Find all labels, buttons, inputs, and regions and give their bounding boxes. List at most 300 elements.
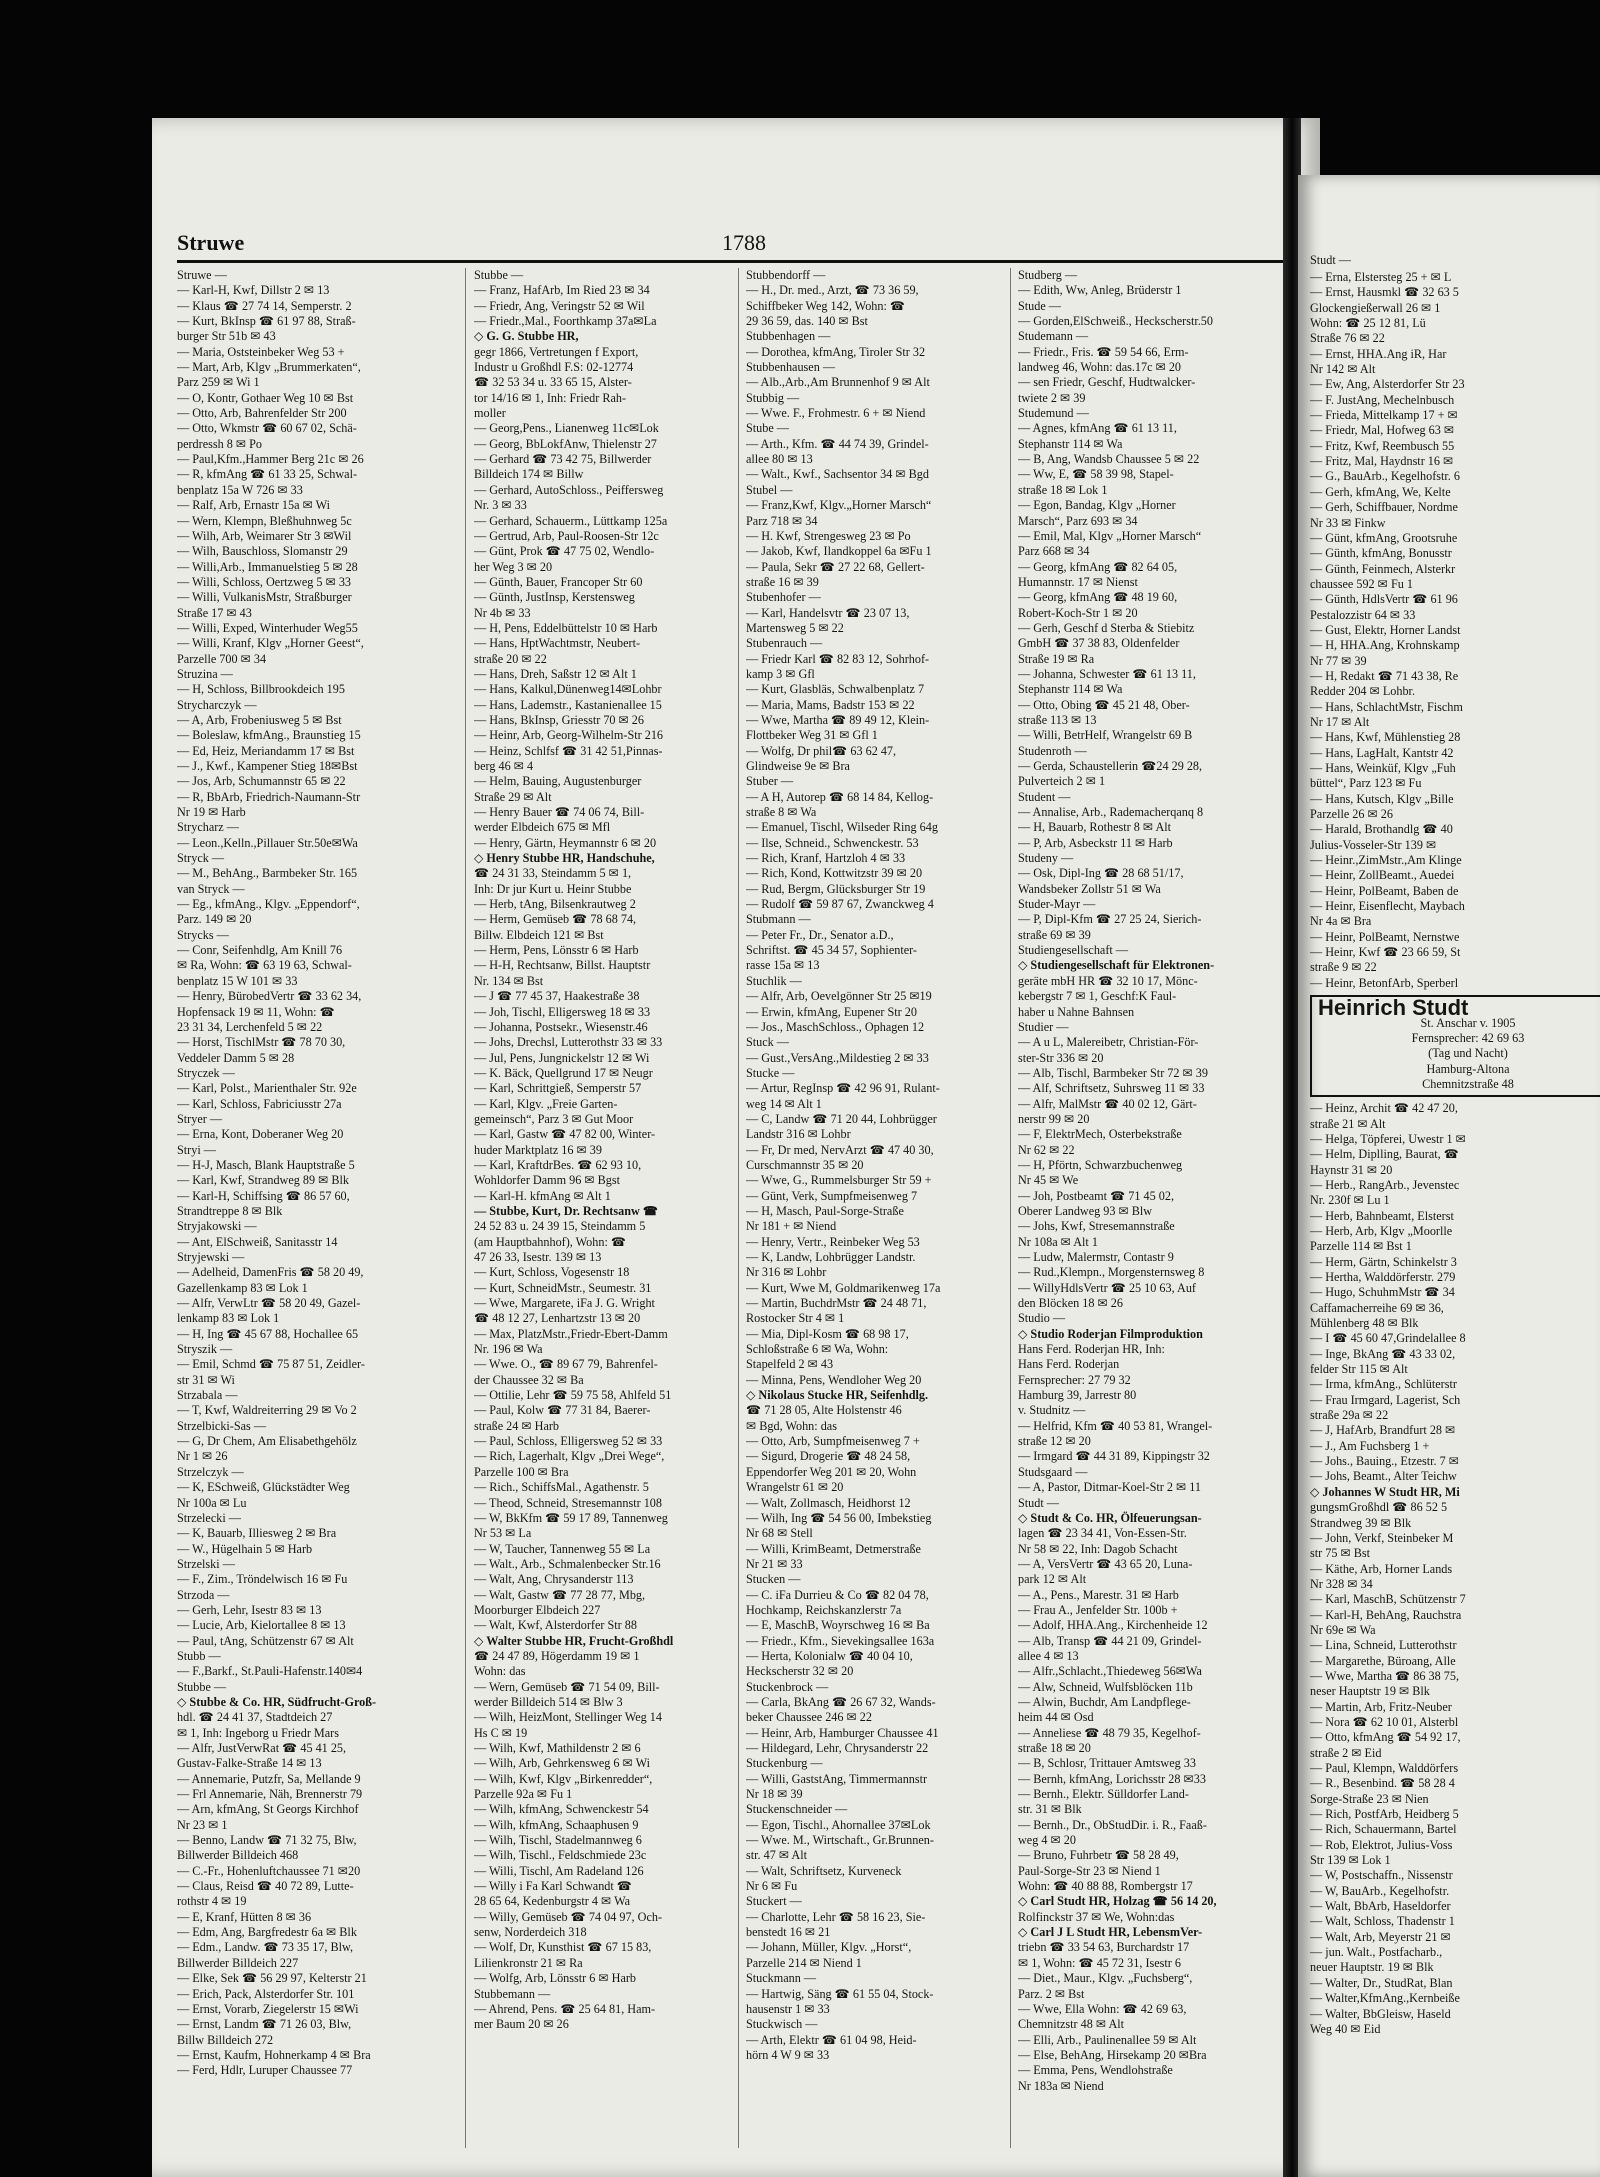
directory-entry: — W., Hügelhain 5 ✉ Harb xyxy=(177,1541,313,1556)
directory-entry: — Paul,Kfm.,Hammer Berg 21c ✉ 26 xyxy=(177,452,364,467)
directory-entry: — Minna, Pens, Wendloher Weg 20 xyxy=(746,1372,922,1387)
directory-entry: — Franz, HafArb, Im Ried 23 ✉ 34 xyxy=(474,283,650,298)
directory-entry: — R, kfmAng ☎ 61 33 25, Schwal- xyxy=(177,467,358,482)
directory-entry: ◇ Carl J L Studt HR, LebensmVer- xyxy=(1018,1925,1203,1940)
surname-heading: Stubbendorff — xyxy=(746,268,826,282)
directory-entry: ☎ 32 53 34 u. 33 65 15, Alster- xyxy=(474,375,632,390)
advert-line: Fernsprecher: 42 69 63 xyxy=(1411,1030,1525,1045)
directory-entry: gungsmGroßhdl ☎ 86 52 5 xyxy=(1310,1500,1448,1515)
directory-entry: — Theod, Schneid, Stresemannstr 108 xyxy=(474,1495,662,1510)
directory-entry: — Wilh, Kwf, Mathildenstr 2 ✉ 6 xyxy=(474,1741,641,1755)
directory-entry: — Günt, kfmAng, Grootsruhe xyxy=(1310,530,1458,545)
directory-entry: berg 46 ✉ 4 xyxy=(474,759,534,773)
surname-heading: Stubmann — xyxy=(746,912,811,927)
directory-entry: hdl. ☎ 24 41 37, Stadtdeich 27 xyxy=(177,1710,333,1725)
right-page-header: Studt — xyxy=(1310,253,1351,267)
directory-entry: — Otto, Arb, Bahrenfelder Str 200 xyxy=(177,406,347,421)
directory-entry: — Leon.,Kelln.,Pillauer Str.50e✉Wa xyxy=(177,835,358,850)
directory-entry: — Willy i Fa Karl Schwandt ☎ xyxy=(474,1879,632,1894)
directory-entry: burger Str 51b ✉ 43 xyxy=(177,329,276,344)
directory-entry: — Kurt, Glasbläs, Schwalbenplatz 7 xyxy=(746,682,925,697)
directory-entry: — K, Landw, Lohbrügger Landstr. xyxy=(746,1250,916,1264)
surname-heading: Stryczek — xyxy=(177,1065,235,1080)
surname-heading: Stucke — xyxy=(746,1065,795,1080)
directory-entry: — Wilh, Ing ☎ 54 56 00, Imbekstieg xyxy=(746,1510,932,1525)
directory-entry: Mühlenberg 48 ✉ Blk xyxy=(1310,1316,1419,1331)
directory-entry: — Karl, Kwf, Strandweg 89 ✉ Blk xyxy=(177,1173,350,1188)
surname-heading: Strzelbicki-Sas — xyxy=(177,1418,267,1433)
directory-entry: — Heinr, PolBeamt, Nernstwe xyxy=(1310,929,1460,944)
directory-entry: — Hans, SchlachtMstr, Fischm xyxy=(1310,699,1463,714)
directory-entry: — C, Landw ☎ 71 20 44, Lohbrügger xyxy=(746,1111,937,1126)
directory-entry: — Lucie, Arb, Kielortallee 8 ✉ 13 xyxy=(177,1618,346,1633)
directory-entry: — Kurt, BkInsp ☎ 61 97 88, Straß- xyxy=(177,314,356,329)
directory-entry: chaussee 592 ✉ Fu 1 xyxy=(1310,576,1413,591)
directory-entry: — Friedr, Mal, Hofweg 63 ✉ xyxy=(1310,423,1455,438)
directory-entry: — Ludw, Malermstr, Contastr 9 xyxy=(1018,1250,1174,1264)
directory-entry: Billwerder Billdeich 468 xyxy=(177,1848,299,1863)
directory-entry: — Johs, Beamt., Alter Teichw xyxy=(1310,1469,1457,1484)
directory-entry: — Edith, Ww, Anleg, Brüderstr 1 xyxy=(1018,283,1182,298)
directory-entry: — Rich, PostfArb, Heidberg 5 xyxy=(1310,1807,1459,1822)
directory-entry: benplatz 15 W 101 ✉ 33 xyxy=(177,973,298,988)
directory-entry: — A, Pastor, Ditmar-Koel-Str 2 ✉ 11 xyxy=(1018,1480,1202,1495)
directory-entry: — Edm, Ang, Bargfredestr 6a ✉ Blk xyxy=(177,1925,357,1940)
directory-entry: — Ottilie, Lehr ☎ 59 75 58, Ahlfeld 51 xyxy=(474,1388,672,1403)
directory-entry: — Otto, Obing ☎ 45 21 48, Ober- xyxy=(1018,697,1190,712)
directory-entry: — Bernh., Dr., ObStudDir. i. R., Faaß- xyxy=(1018,1817,1207,1832)
surname-heading: Strycharz — xyxy=(177,820,239,835)
directory-entry: — I ☎ 45 60 47,Grindelallee 8 xyxy=(1310,1331,1466,1346)
directory-entry: lagen ☎ 23 34 41, Von-Essen-Str. xyxy=(1018,1526,1187,1541)
directory-entry: — Willi, Tischl, Am Radeland 126 xyxy=(474,1863,644,1878)
surname-heading: Stucken — xyxy=(746,1572,801,1587)
directory-entry: — Alb, Transp ☎ 44 21 09, Grindel- xyxy=(1018,1633,1202,1648)
column-divider xyxy=(738,268,739,2148)
directory-entry: — Wilh, Bauschloss, Slomanstr 29 xyxy=(177,544,348,559)
directory-entry: — Johs, Kwf, Stresemannstraße xyxy=(1018,1219,1175,1234)
directory-entry: — Fritz, Kwf, Reembusch 55 xyxy=(1310,438,1455,453)
directory-entry: — Walt, Schriftsetz, Kurveneck xyxy=(746,1863,902,1878)
surname-heading: Studemund — xyxy=(1018,406,1089,421)
surname-heading: Stryck — xyxy=(177,851,225,866)
directory-entry: — Harald, Brothandlg ☎ 40 xyxy=(1310,822,1453,837)
surname-heading: Stryjakowski — xyxy=(177,1219,257,1234)
directory-entry: — G, Dr Chem, Am Elisabethgehölz xyxy=(177,1434,357,1449)
directory-entry: — Willi, Kranf, Klgv „Horner Geest“, xyxy=(177,636,364,651)
directory-entry: Straße 76 ✉ 22 xyxy=(1310,331,1385,346)
directory-entry: — Emil, Schmd ☎ 75 87 51, Zeidler- xyxy=(177,1357,365,1372)
directory-entry: — Hans, Kalkul,Dünenweg14✉Lohbr xyxy=(474,682,662,697)
directory-entry: — Hans, Weinküf, Klgv „Fuh xyxy=(1310,761,1456,775)
directory-entry: — R., Besenbind. ☎ 58 28 4 xyxy=(1310,1776,1455,1791)
directory-entry: — H, Pens, Eddelbüttelstr 10 ✉ Harb xyxy=(474,620,658,635)
directory-entry: ◇ G. G. Stubbe HR, xyxy=(474,329,579,344)
directory-entry: Schriftst. ☎ 45 34 57, Sophienter- xyxy=(746,943,917,958)
directory-entry: — Johs, Drechsl, Lutterothstr 33 ✉ 33 xyxy=(474,1035,663,1050)
directory-entry: str 75 ✉ Bst xyxy=(1310,1546,1370,1561)
directory-entry: — W, Postschaffn., Nissenstr xyxy=(1310,1868,1453,1883)
directory-entry: Nr 1 ✉ 26 xyxy=(177,1449,228,1464)
directory-entry: — Adelheid, DamenFris ☎ 58 20 49, xyxy=(177,1265,364,1280)
directory-entry: — Fritz, Mal, Haydnstr 16 ✉ xyxy=(1310,454,1454,469)
directory-entry: — Herm, Gärtn, Schinkelstr 3 xyxy=(1310,1254,1457,1269)
directory-entry: ◇ Nikolaus Stucke HR, Seifenhdlg. xyxy=(746,1388,929,1403)
directory-entry: — Hans, BkInsp, Griesstr 70 ✉ 26 xyxy=(474,712,644,727)
directory-entry: — E, Kranf, Hütten 8 ✉ 36 xyxy=(177,1909,312,1924)
directory-entry: — Gerhard ☎ 73 42 75, Billwerder xyxy=(474,452,652,467)
surname-heading: Student — xyxy=(1018,789,1071,804)
directory-entry: — Frl Annemarie, Näh, Brennerstr 79 xyxy=(177,1787,363,1802)
surname-heading: Studberg — xyxy=(1018,268,1078,282)
directory-entry: allee 80 ✉ 13 xyxy=(746,452,813,467)
directory-entry: — P, Arb, Asbeckstr 11 ✉ Harb xyxy=(1018,835,1173,850)
directory-entry: — Gerh, Geschf d Sterba & Stiebitz xyxy=(1018,620,1195,635)
directory-entry: — A, VersVertr ☎ 43 65 20, Luna- xyxy=(1018,1556,1193,1571)
directory-entry: — Wwe, G., Rummelsburger Str 59 + xyxy=(746,1173,932,1188)
surname-heading: Stuckenbrock — xyxy=(746,1679,829,1694)
directory-entry: — Wolf, Dr, Kunsthist ☎ 67 15 83, xyxy=(474,1940,652,1955)
directory-entry: twiete 2 ✉ 39 xyxy=(1018,390,1086,405)
directory-entry: — Frieda, Mittelkamp 17 + ✉ xyxy=(1310,408,1458,423)
directory-entry: — Herta, Kolonialw ☎ 40 04 10, xyxy=(746,1648,913,1663)
directory-entry: — Lina, Schneid, Lutterothstr xyxy=(1310,1638,1457,1653)
directory-entry: — Gerhard, AutoSchloss., Peiffersweg xyxy=(474,482,664,497)
directory-entry: Wandsbeker Zollstr 51 ✉ Wa xyxy=(1018,881,1161,896)
directory-entry: — Emil, Mal, Klgv „Horner Marsch“ xyxy=(1018,528,1202,543)
directory-entry: ✉ Ra, Wohn: ☎ 63 19 63, Schwal- xyxy=(177,958,352,973)
directory-entry: Weg 40 ✉ Eid xyxy=(1310,2021,1381,2036)
directory-entry: — Martin, BuchdrMstr ☎ 24 48 71, xyxy=(746,1296,927,1311)
directory-column-1 xyxy=(177,268,457,2148)
directory-entry: — Egon, Bandag, Klgv „Horner xyxy=(1018,498,1176,513)
directory-entry: — H, HHA.Ang, Krohnskamp xyxy=(1310,638,1460,653)
directory-entry: Nr. 3 ✉ 33 xyxy=(474,498,527,513)
directory-entry: ☎ 24 31 33, Steindamm 5 ✉ 1, xyxy=(474,866,632,881)
heinrich-studt-advert xyxy=(1310,995,1600,1097)
directory-entry: — Sigurd, Drogerie ☎ 48 24 58, xyxy=(746,1449,911,1464)
directory-entry: straße 12 ✉ 20 xyxy=(1018,1434,1091,1449)
directory-entry: — Friedr., Fris. ☎ 59 54 66, Erm- xyxy=(1018,344,1189,359)
directory-entry: — J., Kwf., Kampener Stieg 18✉Bst xyxy=(177,759,358,773)
right-directory-page xyxy=(1298,175,1600,2177)
directory-entry: — J., Am Fuchsberg 1 + xyxy=(1310,1438,1430,1453)
directory-entry: — A H, Autorep ☎ 68 14 84, Kellog- xyxy=(746,789,934,804)
directory-entry: — Claus, Reisd ☎ 40 72 89, Lutte- xyxy=(177,1879,354,1894)
directory-entry: Straße 29 ✉ Alt xyxy=(474,789,552,804)
directory-entry: Humannstr. 17 ✉ Nienst xyxy=(1018,574,1138,589)
directory-entry: — Hans, Dreh, Saßstr 12 ✉ Alt 1 xyxy=(474,666,637,681)
page-header xyxy=(177,230,1307,260)
directory-entry: — Walt, Gastw ☎ 77 28 77, Mbg, xyxy=(474,1587,646,1602)
directory-entry: Sorge-Straße 23 ✉ Nien xyxy=(1310,1791,1429,1806)
directory-entry: — Karl, Klgv. „Freie Garten- xyxy=(474,1096,618,1111)
directory-entry: — Fr, Dr med, NervArzt ☎ 47 40 30, xyxy=(746,1142,934,1157)
directory-entry: — Elke, Sek ☎ 56 29 97, Kelterstr 21 xyxy=(177,1971,367,1986)
directory-entry: Parzelle 92a ✉ Fu 1 xyxy=(474,1787,573,1802)
directory-entry: rasse 15a ✉ 13 xyxy=(746,958,820,973)
directory-entry: — Johanna, Postsekr., Wiesenstr.46 xyxy=(474,1019,648,1034)
right-entries-bottom xyxy=(1310,1101,1600,2037)
directory-entry: Gazellenkamp 83 ✉ Lok 1 xyxy=(177,1280,308,1295)
directory-entry: — Henry, Gärtn, Heymannstr 6 ✉ 20 xyxy=(474,835,657,850)
directory-entry: — Heinr, BetonfArb, Sperberl xyxy=(1310,975,1459,990)
surname-heading: Stuck — xyxy=(746,1035,789,1050)
directory-entry: — Georg,Pens., Lianenweg 11c✉Lok xyxy=(474,421,659,436)
directory-entry: — Otto, Arb, Sumpfmeisenweg 7 + xyxy=(746,1434,920,1449)
directory-entry: — Franz,Kwf, Klgv.„Horner Marsch“ xyxy=(746,498,932,513)
directory-entry: — Annemarie, Putzfr, Sa, Mellande 9 xyxy=(177,1771,361,1786)
directory-entry: — Gertrud, Arb, Paul-Roosen-Str 12c xyxy=(474,528,659,543)
surname-heading: Struzina — xyxy=(177,666,233,681)
directory-entry: — Günth, Bauer, Francoper Str 60 xyxy=(474,574,643,589)
directory-entry: — Karl-H, Kwf, Dillstr 2 ✉ 13 xyxy=(177,283,330,298)
surname-heading: Struwe — xyxy=(177,268,227,282)
directory-entry: gegr 1866, Vertretungen f Export, xyxy=(474,344,639,359)
directory-entry: ◇ Studio Roderjan Filmproduktion xyxy=(1018,1326,1203,1341)
directory-entry: — Rich., SchiffsMal., Agathenstr. 5 xyxy=(474,1480,649,1495)
directory-entry: kebergstr 7 ✉ 1, Geschf:K Faul- xyxy=(1018,989,1177,1004)
directory-entry: — T, Kwf, Waldreiterring 29 ✉ Vo 2 xyxy=(177,1403,357,1418)
directory-entry: — Käthe, Arb, Horner Lands xyxy=(1310,1561,1453,1576)
directory-entry: — Conr, Seifenhdlg, Am Knill 76 xyxy=(177,943,343,958)
directory-entry: — H, Redakt ☎ 71 43 38, Re xyxy=(1310,668,1459,683)
directory-entry: hausenstr 1 ✉ 33 xyxy=(746,2001,830,2016)
directory-entry: hörn 4 W 9 ✉ 33 xyxy=(746,2047,830,2062)
directory-entry: — Arn, kfmAng, St Georgs Kirchhof xyxy=(177,1802,359,1817)
directory-entry: — Gerhard, Schauerm., Lüttkamp 125a xyxy=(474,513,668,528)
directory-entry: Parz. 2 ✉ Bst xyxy=(1018,1986,1085,2001)
directory-entry: ◇ Johannes W Studt HR, Mi xyxy=(1310,1484,1460,1499)
directory-entry: — Walt., Kwf., Sachsentor 34 ✉ Bgd xyxy=(746,467,929,482)
directory-entry: felder Str 115 ✉ Alt xyxy=(1310,1362,1408,1377)
directory-entry: — Willy, Gemüseb ☎ 74 04 97, Och- xyxy=(474,1909,663,1924)
directory-entry: — Else, BehAng, Hirsekamp 20 ✉Bra xyxy=(1018,2047,1207,2062)
directory-entry: Nr. 230f ✉ Lu 1 xyxy=(1310,1193,1390,1208)
directory-entry: Curschmannstr 35 ✉ 20 xyxy=(746,1157,864,1172)
directory-entry: ster-Str 336 ✉ 20 xyxy=(1018,1050,1104,1065)
directory-entry: Nr 45 ✉ We xyxy=(1018,1173,1079,1188)
directory-entry: Parzelle 100 ✉ Bra xyxy=(474,1464,569,1479)
directory-entry: Parz 259 ✉ Wi 1 xyxy=(177,375,260,390)
directory-entry: Glockengießerwall 26 ✉ 1 xyxy=(1310,300,1441,315)
directory-entry: straße 113 ✉ 13 xyxy=(1018,712,1097,727)
directory-entry: — W, Taucher, Tannenweg 55 ✉ La xyxy=(474,1541,651,1556)
directory-entry: — Carla, BkAng ☎ 26 67 32, Wands- xyxy=(746,1694,936,1709)
surname-heading: Studer-Mayr — xyxy=(1018,897,1096,912)
directory-entry: heim 44 ✉ Osd xyxy=(1018,1710,1094,1725)
directory-entry: — Wilh, kfmAng, Schwenckestr 54 xyxy=(474,1802,649,1817)
directory-entry: — Rich, Schauermann, Bartel xyxy=(1310,1822,1457,1837)
directory-entry: — Karl, Polst., Marienthaler Str. 92e xyxy=(177,1081,357,1096)
surname-heading: Strzelczyk — xyxy=(177,1464,244,1479)
directory-entry: — Georg, kfmAng ☎ 82 64 05, xyxy=(1018,559,1178,574)
directory-entry: Parz 668 ✉ 34 xyxy=(1018,544,1090,559)
directory-entry: — Ant, ElSchweiß, Sanitasstr 14 xyxy=(177,1234,338,1249)
directory-entry: Heckscherstr 32 ✉ 20 xyxy=(746,1664,854,1679)
directory-entry: ◇ Carl Studt HR, Holzag ☎ 56 14 20, xyxy=(1018,1894,1217,1909)
directory-entry: straße 21 ✉ Alt xyxy=(1310,1116,1386,1131)
directory-entry: ◇ Studiengesellschaft für Elektronen- xyxy=(1018,958,1215,973)
directory-entry: Rostocker Str 4 ✉ 1 xyxy=(746,1311,845,1326)
directory-entry: — A., Pens., Marestr. 31 ✉ Harb xyxy=(1018,1587,1179,1602)
directory-entry: — Herb., RangArb., Jevenstec xyxy=(1310,1177,1460,1192)
directory-entry: mer Baum 20 ✉ 26 xyxy=(474,2017,569,2032)
directory-entry: Wohldorfer Damm 96 ✉ Bgst xyxy=(474,1173,620,1188)
directory-entry: haber u Nahne Bahnsen xyxy=(1018,1004,1135,1019)
directory-entry: Wohn: ☎ 40 88 88, Rombergstr 17 xyxy=(1018,1879,1193,1894)
directory-entry: — Karl-H. kfmAng ✉ Alt 1 xyxy=(474,1188,611,1203)
directory-entry: Nr 100a ✉ Lu xyxy=(177,1495,247,1510)
directory-entry: Parz. 149 ✉ 20 xyxy=(177,912,252,927)
directory-entry: — Jos., MaschSchloss., Ophagen 12 xyxy=(746,1019,925,1034)
directory-entry: Parzelle 26 ✉ 26 xyxy=(1310,807,1393,822)
surname-heading: Stuber — xyxy=(746,774,794,789)
directory-entry: — P, Dipl-Kfm ☎ 27 25 24, Sierich- xyxy=(1018,912,1202,927)
directory-entry: — Erich, Pack, Alsterdorfer Str. 101 xyxy=(177,1986,355,2001)
directory-entry: — Alfr, JustVerwRat ☎ 45 41 25, xyxy=(177,1741,347,1755)
advert-lines xyxy=(1318,1016,1600,1093)
directory-entry: — Paul, tAng, Schützenstr 67 ✉ Alt xyxy=(177,1633,354,1648)
surname-heading: Studio — xyxy=(1018,1311,1066,1326)
directory-entry: — Arth., Kfm. ☎ 44 74 39, Grindel- xyxy=(746,436,929,451)
directory-entry: — Helm, Diplling, Baurat, ☎ xyxy=(1310,1147,1459,1162)
directory-entry: — H, Ing ☎ 45 67 88, Hochallee 65 xyxy=(177,1326,359,1341)
directory-entry: — J ☎ 77 45 37, Haakestraße 38 xyxy=(474,989,640,1004)
directory-entry: — Heinz, Schlfsf ☎ 31 42 51,Pinnas- xyxy=(474,743,663,758)
directory-entry: triebn ☎ 33 54 63, Burchardstr 17 xyxy=(1018,1940,1190,1955)
directory-entry: — Elli, Arb., Paulinenallee 59 ✉ Alt xyxy=(1018,2032,1197,2047)
directory-entry: weg 4 ✉ 20 xyxy=(1018,1833,1076,1848)
directory-entry: — F. JustAng, Mechelnbusch xyxy=(1310,392,1455,407)
directory-entry: — Gerh, Schiffbauer, Nordme xyxy=(1310,500,1458,515)
advert-line: (Tag und Nacht) xyxy=(1428,1046,1508,1061)
directory-entry: Nr 69e ✉ Wa xyxy=(1310,1622,1376,1637)
directory-entry: Veddeler Damm 5 ✉ 28 xyxy=(177,1050,295,1065)
directory-entry: straße 29a ✉ 22 xyxy=(1310,1408,1389,1423)
directory-entry: tor 14/16 ✉ 1, Inh: Friedr Rah- xyxy=(474,390,627,405)
directory-entry: — C.-Fr., Hohenluftchaussee 71 ✉20 xyxy=(177,1863,361,1878)
directory-entry: moller xyxy=(474,406,506,421)
directory-column-5 xyxy=(1310,270,1600,2170)
directory-entry: — Alfr, Arb, Oevelgönner Str 25 ✉19 xyxy=(746,989,932,1004)
directory-entry: Nr 53 ✉ La xyxy=(474,1526,532,1541)
directory-entry: park 12 ✉ Alt xyxy=(1018,1572,1087,1587)
directory-entry: — Heinr, Arb, Georg-Wilhelm-Str 216 xyxy=(474,728,664,743)
directory-entry: — Irmgard ☎ 44 31 89, Kippingstr 32 xyxy=(1018,1449,1210,1464)
directory-entry: Nr 142 ✉ Alt xyxy=(1310,362,1376,377)
directory-entry: Chemnitzstr 48 ✉ Alt xyxy=(1018,2017,1125,2032)
directory-entry: — Ahrend, Pens. ☎ 25 64 81, Ham- xyxy=(474,2001,656,2016)
directory-entry: Nr 18 ✉ 39 xyxy=(746,1787,803,1802)
directory-entry: Stephanstr 114 ✉ Wa xyxy=(1018,682,1123,697)
directory-entry: — Erna, Kont, Doberaner Weg 20 xyxy=(177,1127,344,1142)
surname-heading: Stubbe — xyxy=(474,268,524,282)
directory-entry: Parzelle 700 ✉ 34 xyxy=(177,651,267,666)
directory-entry: — Arth, Elektr ☎ 61 04 98, Heid- xyxy=(746,2032,917,2047)
directory-entry: Nr 21 ✉ 33 xyxy=(746,1556,803,1571)
directory-entry: — Hildegard, Lehr, Chrysanderstr 22 xyxy=(746,1741,929,1755)
directory-entry: — Walter, BbGleisw, Haseld xyxy=(1310,2006,1451,2021)
directory-entry: — Ernst, Hausmkl ☎ 32 63 5 xyxy=(1310,285,1459,300)
directory-entry: — Kurt, SchneidMstr., Seumestr. 31 xyxy=(474,1280,652,1295)
directory-entry: — Hans, Kwf, Mühlenstieg 28 xyxy=(1310,730,1461,745)
directory-entry: — Hartwig, Säng ☎ 61 55 04, Stock- xyxy=(746,1986,934,2001)
directory-entry: Wohn: ☎ 25 12 81, Lü xyxy=(1310,316,1426,331)
directory-entry: — sen Friedr, Geschf, Hudtwalcker- xyxy=(1018,375,1196,390)
surname-heading: Strzelecki — xyxy=(177,1510,241,1525)
surname-heading: Studemann — xyxy=(1018,329,1089,344)
directory-entry: — Wern, Klempn, Bleßhuhnweg 5c xyxy=(177,513,352,528)
directory-entry: — jun. Walt., Postfacharb., xyxy=(1310,1945,1443,1960)
directory-entry: — Heinr, Arb, Hamburger Chaussee 41 xyxy=(746,1725,939,1740)
directory-entry: — Karl, Schloss, Fabriciusstr 27a xyxy=(177,1096,342,1111)
directory-entry: — Wilh, Tischl, Stadelmannweg 6 xyxy=(474,1833,642,1848)
column-divider xyxy=(1010,268,1011,2148)
directory-entry: — Irma, kfmAng., Schlüterstr xyxy=(1310,1377,1457,1392)
directory-entry: — Ww, E, ☎ 58 39 98, Stapel- xyxy=(1018,467,1174,482)
directory-entry: Nr 108a ✉ Alt 1 xyxy=(1018,1234,1098,1249)
directory-entry: Rolfinckstr 37 ✉ We, Wohn:das xyxy=(1018,1909,1175,1924)
directory-entry: — Wwe, Martha ☎ 86 38 75, xyxy=(1310,1668,1459,1683)
directory-entry: straße 20 ✉ 22 xyxy=(474,651,547,666)
directory-entry: Wrangelstr 61 ✉ 20 xyxy=(746,1480,844,1495)
directory-entry: Billw. Elbdeich 121 ✉ Bst xyxy=(474,927,604,942)
directory-entry: gemeinsch“, Parz 3 ✉ Gut Moor xyxy=(474,1111,634,1126)
directory-entry: geräte mbH HR ☎ 32 10 17, Mönc- xyxy=(1018,973,1198,988)
directory-entry: Lilienkronstr 21 ✉ Ra xyxy=(474,1955,583,1970)
directory-entry: — Frau Irmgard, Lagerist, Sch xyxy=(1310,1392,1461,1407)
surname-heading: Studsgaard — xyxy=(1018,1464,1088,1479)
directory-entry: — F., Zim., Tröndelwisch 16 ✉ Fu xyxy=(177,1572,348,1587)
directory-entry: der Chaussee 32 ✉ Ba xyxy=(474,1372,584,1387)
directory-entry: — Ernst, Vorarb, Ziegelerstr 15 ✉Wi xyxy=(177,2001,359,2016)
directory-entry: — Georg, BbLokfAnw, Thielenstr 27 xyxy=(474,436,657,451)
directory-entry: — Joh, Postbeamt ☎ 71 45 02, xyxy=(1018,1188,1175,1203)
directory-entry: — Edm., Landw. ☎ 73 35 17, Blw, xyxy=(177,1940,354,1955)
directory-entry: Strandtreppe 8 ✉ Blk xyxy=(177,1203,283,1218)
directory-entry: — H. Kwf, Strengesweg 23 ✉ Po xyxy=(746,528,911,543)
directory-entry: — Horst, TischlMstr ☎ 78 70 30, xyxy=(177,1035,346,1050)
directory-entry: — Heinr.,ZimMstr.,Am Klinge xyxy=(1310,853,1462,868)
directory-entry: — Wolfg, Arb, Lönsstr 6 ✉ Harb xyxy=(474,1971,637,1986)
directory-entry: — Hans, Kutsch, Klgv „Bille xyxy=(1310,791,1454,806)
directory-entry: Billw Billdeich 272 xyxy=(177,2032,274,2047)
directory-entry: Strandweg 39 ✉ Blk xyxy=(1310,1515,1412,1530)
directory-entry: Billwerder Billdeich 227 xyxy=(177,1955,299,1970)
directory-entry: — Henry, BürobedVertr ☎ 33 62 34, xyxy=(177,989,362,1004)
directory-entry: — Henry, Vertr., Reinbeker Weg 53 xyxy=(746,1234,920,1249)
directory-entry: — H, Bauarb, Rothestr 8 ✉ Alt xyxy=(1018,820,1172,835)
directory-entry: Stapelfeld 2 ✉ 43 xyxy=(746,1357,834,1372)
directory-entry: — Maria, Mams, Badstr 153 ✉ 22 xyxy=(746,697,915,712)
directory-entry: Schiffbeker Weg 142, Wohn: ☎ xyxy=(746,298,906,313)
surname-heading: Stryjewski — xyxy=(177,1250,245,1264)
directory-entry: — F, ElektrMech, Osterbekstraße xyxy=(1018,1127,1182,1142)
directory-entry: ☎ 24 47 89, Högerdamm 19 ✉ 1 xyxy=(474,1648,640,1663)
directory-entry: den Blöcken 18 ✉ 26 xyxy=(1018,1296,1123,1311)
surname-heading: Stubbenhausen — xyxy=(746,360,836,375)
directory-entry: — Wwe, Ella Wohn: ☎ 42 69 63, xyxy=(1018,2001,1187,2016)
directory-entry: — H, Pförtn, Schwarzbuchenweg xyxy=(1018,1157,1183,1172)
directory-entry: — Willi, BetrHelf, Wrangelstr 69 B xyxy=(1018,728,1193,743)
directory-entry: — Walt, Ang, Chrysanderstr 113 xyxy=(474,1572,634,1587)
directory-entry: Paul-Sorge-Str 23 ✉ Niend 1 xyxy=(1018,1863,1161,1878)
directory-entry: Eppendorfer Weg 201 ✉ 20, Wohn xyxy=(746,1464,917,1479)
directory-entry: — Wilh, kfmAng, Schaaphusen 9 xyxy=(474,1817,639,1832)
directory-entry: — Benno, Landw ☎ 71 32 75, Blw, xyxy=(177,1833,357,1848)
directory-entry: straße 16 ✉ 39 xyxy=(746,574,819,589)
